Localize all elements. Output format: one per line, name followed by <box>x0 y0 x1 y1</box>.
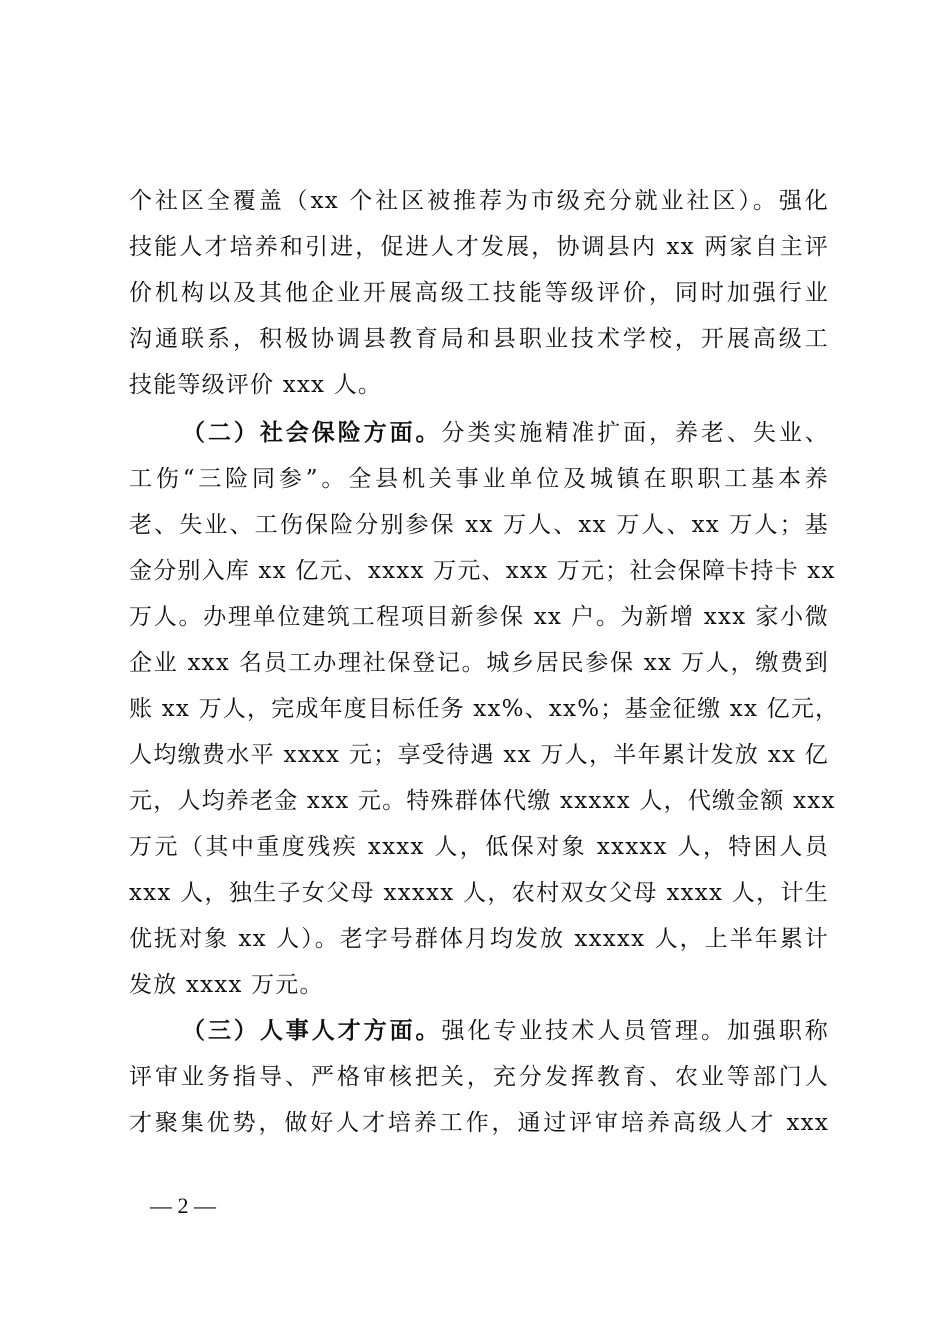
paragraph2-line-7: 账 xx 万人，完成年度目标任务 xx%、xx%；基金征缴 xx 亿元， <box>129 696 840 722</box>
paragraph3-line-2: 评审业务指导、严格审核把关，充分发挥教育、农业等部门人 <box>129 1064 829 1090</box>
paragraph1-line-3: 价机构以及其他企业开展高级工技能等级评价，同时加强行业 <box>129 280 829 306</box>
paragraph1-line-1: 个社区全覆盖（xx 个社区被推荐为市级充分就业社区）。强化 <box>129 188 829 214</box>
paragraph3-first-line-text: 强化专业技术人员管理。加强职称 <box>441 1018 829 1044</box>
paragraph1-line-4: 沟通联系，积极协调县教育局和县职业技术学校，开展高级工 <box>129 326 829 352</box>
paragraph2-line-9: 元，人均养老金 xxx 元。特殊群体代缴 xxxxx 人，代缴金额 xxx <box>129 788 836 814</box>
paragraph2-first-line-text: 分类实施精准扩面，养老、失业、 <box>441 420 829 446</box>
section-heading-personnel-talent: （三）人事人才方面。 <box>182 1017 442 1044</box>
paragraph3-first-line <box>182 1016 829 1046</box>
paragraph2-line-3: 老、失业、工伤保险分别参保 xx 万人、xx 万人、xx 万人；基 <box>129 512 829 538</box>
paragraph2-line-6: 企业 xxx 名员工办理社保登记。城乡居民参保 xx 万人，缴费到 <box>129 650 829 676</box>
paragraph2-line-13: 发放 xxxx 万元。 <box>129 972 324 998</box>
paragraph2-line-4: 金分别入库 xx 亿元、xxxx 万元、xxx 万元；社会保障卡持卡 xx <box>129 558 836 584</box>
paragraph2-first-line <box>182 418 829 448</box>
paragraph2-line-12: 优抚对象 xx 人）。老字号群体月均发放 xxxxx 人，上半年累计 <box>129 926 829 952</box>
paragraph1-line-5: 技能等级评价 xxx 人。 <box>129 372 383 398</box>
paragraph3-line-3: 才聚集优势，做好人才培养工作，通过评审培养高级人才 xxx <box>129 1110 829 1136</box>
page-number: — 2 — <box>150 1193 216 1218</box>
paragraph1-line-2: 技能人才培养和引进，促进人才发展，协调县内 xx 两家自主评 <box>129 234 829 260</box>
paragraph2-line-10: 万元（其中重度残疾 xxxx 人，低保对象 xxxxx 人，特困人员 <box>129 834 829 860</box>
paragraph2-line-2: 工伤“三险同参”。全县机关事业单位及城镇在职职工基本养 <box>129 466 829 492</box>
section-heading-social-insurance: （二）社会保险方面。 <box>182 419 442 446</box>
paragraph2-line-8: 人均缴费水平 xxxx 元；享受待遇 xx 万人，半年累计发放 xx 亿 <box>129 742 829 768</box>
paragraph2-line-5: 万人。办理单位建筑工程项目新参保 xx 户。为新增 xxx 家小微 <box>129 604 829 630</box>
paragraph2-line-11: xxx 人，独生子女父母 xxxxx 人，农村双女父母 xxxx 人，计生 <box>129 880 829 906</box>
